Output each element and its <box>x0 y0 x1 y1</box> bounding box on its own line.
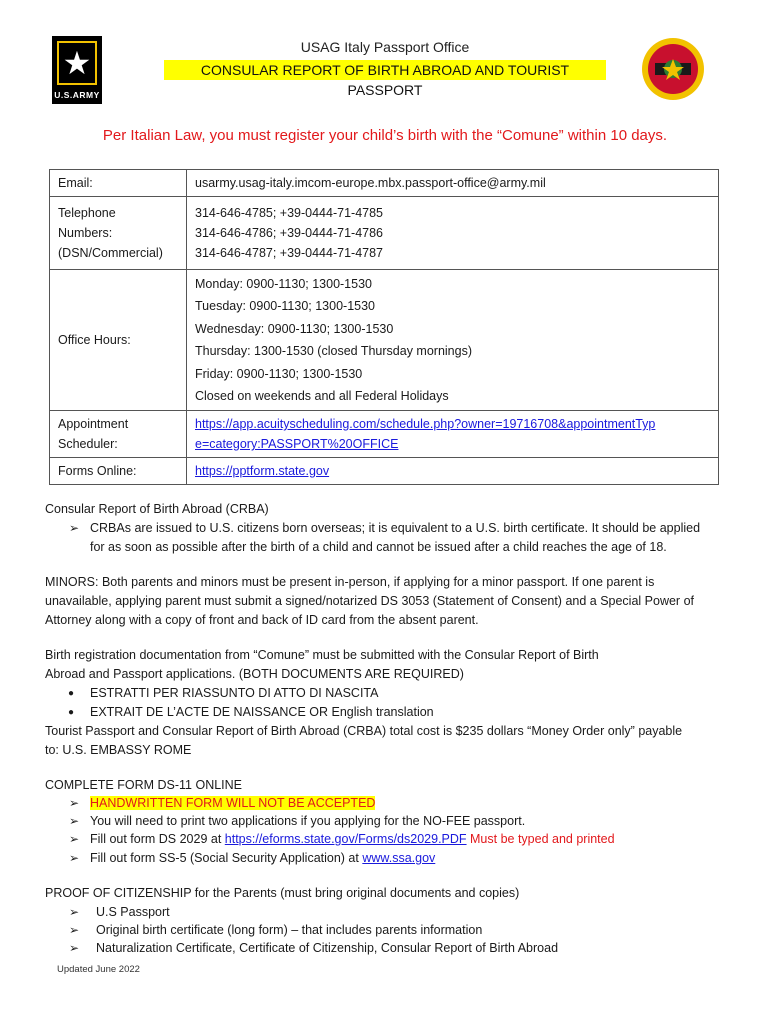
minors-text: Attorney along with a copy of front and back of ID card from the absent parent. <box>45 613 479 627</box>
minors-text: MINORS: Both parents and minors must be present in-person, if applying for a minor passport. If one parent is <box>45 575 655 589</box>
updated-footer: Updated June 2022 <box>57 964 140 975</box>
arrow-bullet-icon: ➢ <box>69 923 80 937</box>
table-row <box>50 458 719 485</box>
email-value[interactable]: usarmy.usag-italy.imcom-europe.mbx.passport-office@army.mil <box>187 170 719 197</box>
ssa-link[interactable]: www.ssa.gov <box>362 851 436 865</box>
table-row <box>50 170 719 197</box>
ds2029-text: Fill out form DS 2029 at <box>90 832 225 846</box>
appointment-link-cell <box>187 411 719 458</box>
cost-text: to: U.S. EMBASSY ROME <box>45 743 192 757</box>
proof-item: U.S Passport <box>96 905 170 919</box>
arrow-bullet-icon: ➢ <box>69 814 80 828</box>
phone-number[interactable]: 314-646-4785; +39-0444-71-4785 <box>195 206 384 220</box>
ds11-item <box>90 830 615 849</box>
appointment-label-line: Scheduler: <box>58 437 118 451</box>
crba-heading: Consular Report of Birth Abroad (CRBA) <box>45 502 269 516</box>
page-subtitle: CONSULAR REPORT OF BIRTH ABROAD AND TOURIST PASSPORT <box>164 60 606 80</box>
page-title: USAG Italy Passport Office <box>300 39 470 55</box>
forms-link-cell <box>187 458 719 485</box>
hours-line: Friday: 0900-1130; 1300-1530 <box>195 366 363 381</box>
phone-number[interactable]: 314-646-4787; +39-0444-71-4787 <box>195 246 384 260</box>
typed-printed-note: Must be typed and printed <box>466 832 615 846</box>
table-row <box>50 197 719 270</box>
arrow-bullet-icon: ➢ <box>69 832 80 846</box>
army-logo-text: U.S.ARMY <box>54 90 100 100</box>
proof-item: Naturalization Certificate, Certificate of Citizenship, Consular Report of Birth Abroad <box>96 941 559 955</box>
ds11-item: You will need to print two applications if you applying for the NO-FEE passport. <box>90 814 526 828</box>
phone-label-line: Numbers: <box>58 226 113 240</box>
proof-heading: PROOF OF CITIZENSHIP for the Parents (must bring original documents and copies) <box>45 886 520 900</box>
hours-line: Closed on weekends and all Federal Holidays <box>195 389 449 403</box>
forms-label: Forms Online: <box>50 458 187 485</box>
birth-reg-item: ESTRATTI PER RIASSUNTO DI ATTO DI NASCITA <box>90 686 379 700</box>
table-row <box>50 411 719 458</box>
star-icon: ★ <box>62 45 92 81</box>
crba-text: for as soon as possible after the birth of a child and cannot be issued after a child reaches the age of 18. <box>90 540 667 554</box>
minors-text: unavailable, applying parent must submit a signed/notarized DS 3053 (Statement of Consent) and a Special Power of <box>45 594 694 608</box>
appointment-link[interactable]: https://app.acuityscheduling.com/schedule.php?owner=19716708&appointmentTyp <box>195 417 656 431</box>
ss5-text: Fill out form SS-5 (Social Security Application) at <box>90 851 363 865</box>
phone-label-line: Telephone <box>58 206 116 220</box>
cost-text: Tourist Passport and Consular Report of Birth Abroad (CRBA) total cost is $235 dollars “Money Order only” payable <box>45 724 683 738</box>
birth-reg-item: EXTRAIT DE L’ACTE DE NAISSANCE OR English translation <box>90 705 434 719</box>
handwritten-warning: HANDWRITTEN FORM WILL NOT BE ACCEPTED <box>90 796 376 810</box>
hours-label: Office Hours: <box>50 270 187 411</box>
arrow-bullet-icon: ➢ <box>69 521 80 535</box>
ds11-heading: COMPLETE FORM DS-11 ONLINE <box>45 778 243 792</box>
hours-line: Tuesday: 0900-1130; 1300-1530 <box>195 299 375 313</box>
arrow-bullet-icon: ➢ <box>69 796 80 810</box>
appointment-label-line: Appointment <box>58 417 129 431</box>
ds11-item <box>90 849 435 868</box>
arrow-bullet-icon: ➢ <box>69 851 80 865</box>
hours-line: Thursday: 1300-1530 (closed Thursday mornings) <box>195 344 472 358</box>
appointment-link[interactable]: e=category:PASSPORT%20OFFICE <box>195 437 399 451</box>
garrison-seal <box>641 37 705 101</box>
birth-reg-text: Birth registration documentation from “Comune” must be submitted with the Consular Report of Birth <box>45 648 599 662</box>
phone-label-line: (DSN/Commercial) <box>58 246 163 260</box>
hours-values <box>187 270 719 411</box>
appointment-label <box>50 411 187 458</box>
crba-text: CRBAs are issued to U.S. citizens born overseas; it is equivalent to a U.S. birth certificate. It should be applied <box>90 521 701 535</box>
hours-line: Wednesday: 0900-1130; 1300-1530 <box>195 321 394 336</box>
italian-law-notice: Per Italian Law, you must register your child’s birth with the “Comune” within 10 days. <box>102 127 668 144</box>
email-label: Email: <box>50 170 187 197</box>
birth-reg-text: Abroad and Passport applications. (BOTH DOCUMENTS ARE REQUIRED) <box>45 667 464 681</box>
contact-table <box>49 169 719 485</box>
phone-number[interactable]: 314-646-4786; +39-0444-71-4786 <box>195 226 384 240</box>
proof-item: Original birth certificate (long form) – that includes parents information <box>96 923 483 937</box>
ds2029-link[interactable]: https://eforms.state.gov/Forms/ds2029.PDF <box>224 832 467 846</box>
arrow-bullet-icon: ➢ <box>69 905 80 919</box>
dot-bullet-icon: ● <box>68 707 75 718</box>
phone-values <box>187 197 719 270</box>
hours-line: Monday: 0900-1130; 1300-1530 <box>195 276 372 291</box>
dot-bullet-icon: ● <box>68 688 75 699</box>
table-row <box>50 270 719 411</box>
arrow-bullet-icon: ➢ <box>69 941 80 955</box>
phone-label <box>50 197 187 270</box>
ds11-item <box>90 794 375 813</box>
forms-link[interactable]: https://pptform.state.gov <box>195 464 330 478</box>
